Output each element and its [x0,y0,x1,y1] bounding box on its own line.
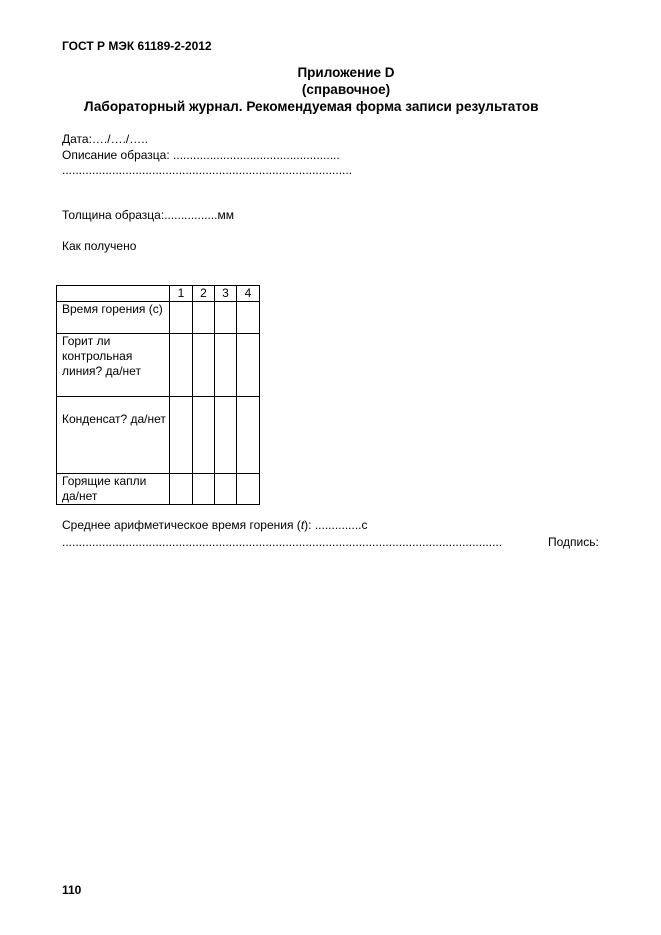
table-row [57,302,260,334]
column-header: 2 [193,286,215,302]
thickness-line: Толщина образца:................мм [62,208,235,222]
as-received-label: Как получено [62,239,137,253]
appendix-heading: Лабораторный журнал. Рекомендуемая форма записи результатов [84,99,539,114]
signature-dotted-line: .................................................................................................................................... [62,535,503,549]
table-corner-cell [57,286,170,302]
date-line: Дата:…./…./….. [62,132,148,146]
mean-burn-time-line [62,518,368,532]
table-cell [237,474,260,505]
table-cell [215,397,237,474]
table-cell [193,474,215,505]
signature-label: Подпись: [548,535,599,549]
table-cell [170,474,193,505]
continuation-dotted-line: ....................................................................................... [62,163,353,177]
table-cell [170,302,193,334]
row-label-burn-time: Время горения (с) [57,302,170,334]
appendix-title: Приложение D [297,65,395,80]
results-table [56,285,260,505]
column-header: 4 [237,286,260,302]
sample-description-line: Описание образца: .................................................. [62,148,340,162]
table-header-row [57,286,260,302]
mean-time-variable: t [300,518,305,532]
mean-time-suffix: ): ..............с [304,518,368,532]
column-header: 3 [215,286,237,302]
table-cell [237,334,260,397]
row-label-control-line: Горит ли контрольная линия? да/нет [57,334,170,397]
table-cell [193,302,215,334]
standard-header: ГОСТ Р МЭК 61189-2-2012 [62,39,212,53]
appendix-subtitle: (справочное) [301,82,391,97]
table-cell [215,302,237,334]
table-cell [170,397,193,474]
row-label-condensate: Конденсат? да/нет [57,397,170,474]
table-cell [170,334,193,397]
table-cell [193,397,215,474]
row-label-burning-drops: Горящие капли да/нет [57,474,170,505]
table-row [57,334,260,397]
mean-time-prefix: Среднее арифметическое время горения ( [62,518,301,532]
table-cell [193,334,215,397]
table-row [57,474,260,505]
page-number: 110 [62,883,82,897]
table-cell [215,334,237,397]
table-cell [215,474,237,505]
column-header: 1 [170,286,193,302]
table-cell [237,397,260,474]
table-cell [237,302,260,334]
table-row [57,397,260,474]
